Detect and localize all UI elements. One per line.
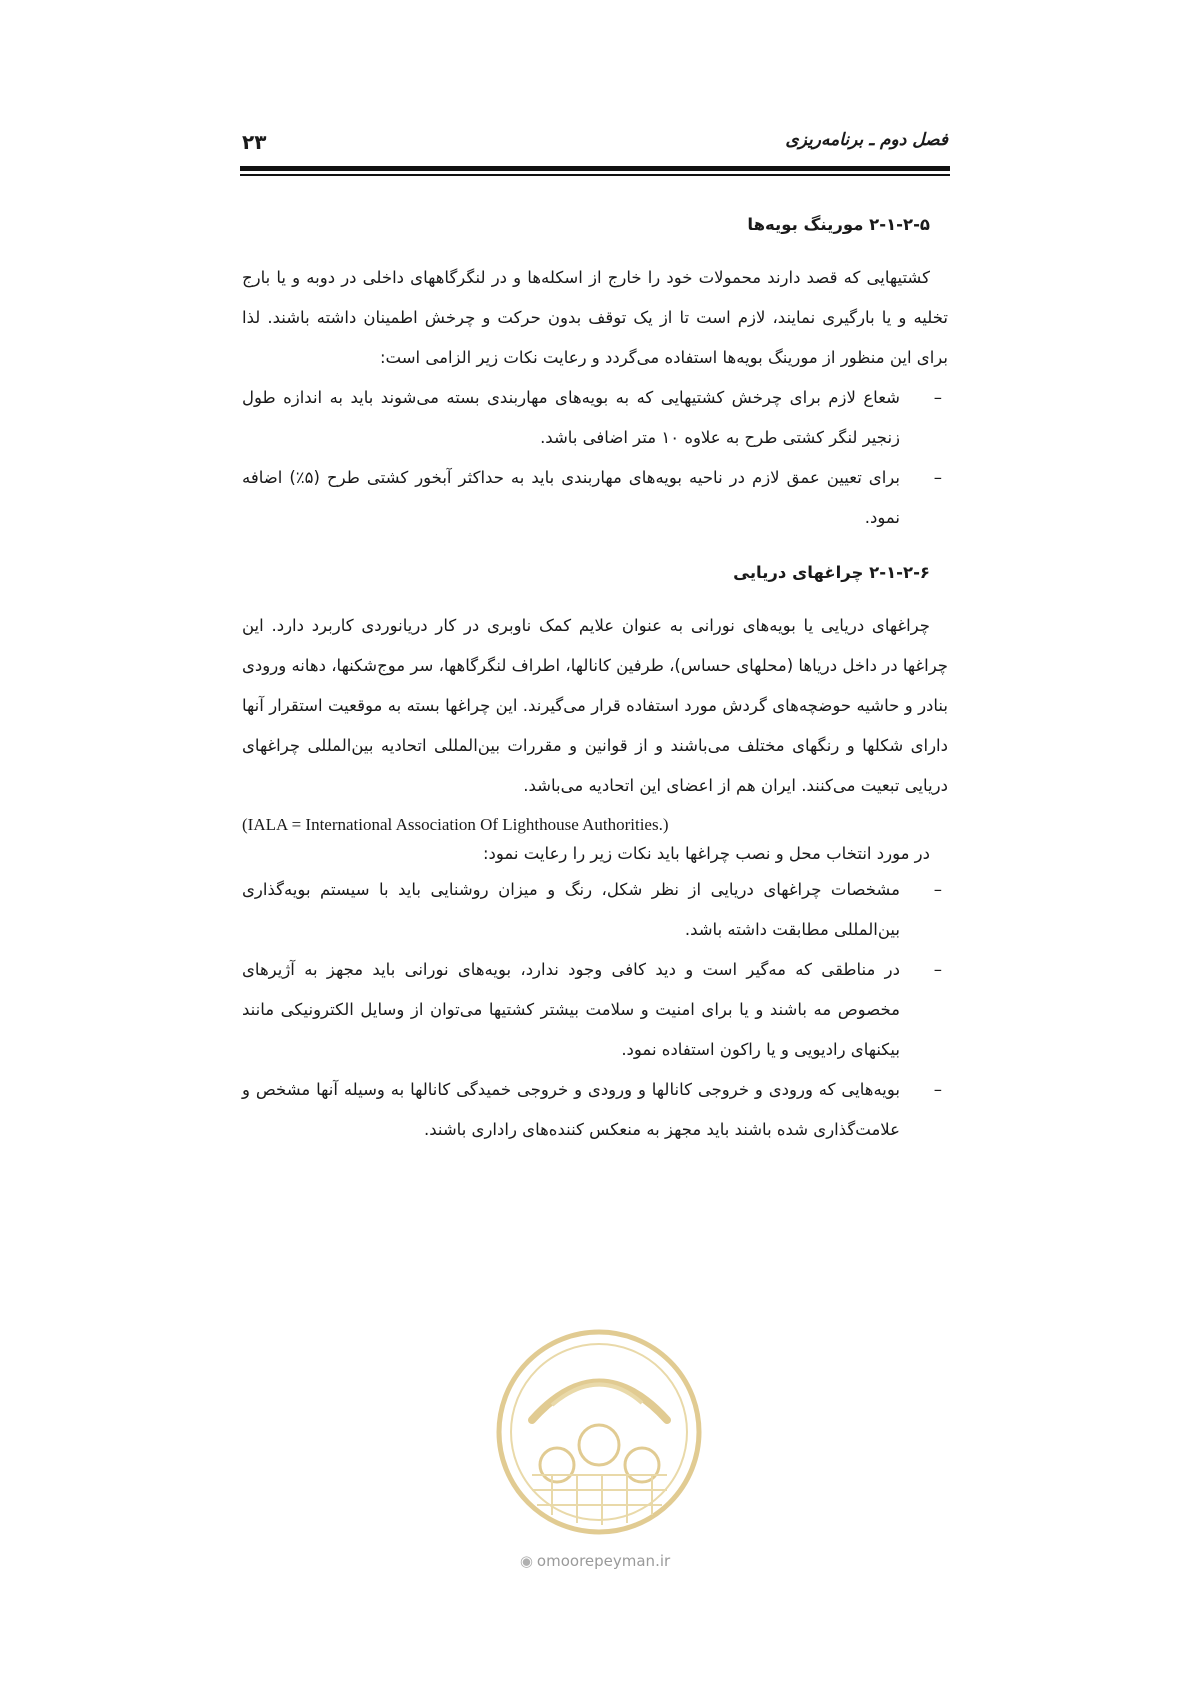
list-item-text: مشخصات چراغهای دریایی از نظر شکل، رنگ و میزان روشنایی باید با سیستم بویه‌گذاری بین‌المللی مطابقت داشته باشد. [242,880,900,939]
page-header [242,126,948,162]
watermark [0,1552,1190,1570]
page-content [242,212,948,1150]
list-item-text: در مناطقی که مه‌گیر است و دید کافی وجود ندارد، بویه‌های نورانی باید مجهز به آژیرهای مخصوص مه باشند و یا برای امنیت و سلامت بیشتر کشتیها می‌توان از وسایل الکترونیکی مانند بیکنهای رادیویی و یا راکون استفاده نمود. [242,960,900,1059]
list-item [242,1070,948,1150]
header-rule-thin [240,174,950,176]
list-item [242,378,948,458]
header-rule-thick [240,166,950,171]
paragraph-lights-intro: در مورد انتخاب محل و نصب چراغها باید نکات زیر را رعایت نمود: [482,844,930,863]
circle-logo-icon: ◉ [519,1552,533,1570]
paragraph-lights: چراغهای دریایی یا بویه‌های نورانی به عنوان علایم کمک ناوبری در کار دریانوردی کاربرد دارد. این چراغها در داخل دریاها (محلهای حساس)، طرفین کانالها، اطراف لنگرگاهها، سر موج‌شکنها، دهانه ورودی بنادر و حاشیه حوضچه‌های گردش مورد استفاده قرار می‌گیرند. این چراغها بسته به موقعیت استقرار آنها دارای شکلها و رنگهای مختلف می‌باشند و از قوانین و مقررات بین‌المللی اتحادیه بین‌المللی چراغهای دریایی تبعیت می‌کنند. ایران هم از اعضای این اتحادیه می‌باشد. [242,616,948,795]
dash-bullet-icon: – [933,960,942,979]
list-item [242,458,948,538]
iala-note: (IALA = International Association Of Lighthouse Authorities.) [242,815,669,834]
list-item-text: بویه‌هایی که ورودی و خروجی کانالها و ورودی و خروجی خمیدگی کانالها به وسیله آنها مشخص و علامت‌گذاری شده باشند باید مجهز به منعکس کننده‌های راداری باشند. [242,1080,900,1139]
section-heading-lights: ۲-۱-۲-۶ چراغهای دریایی [733,563,930,582]
list-item [242,870,948,950]
bullet-list-lights [242,870,948,1150]
dash-bullet-icon: – [933,1080,942,1099]
page-number: ۲۳ [242,130,267,154]
bullet-list-mooring [242,378,948,538]
dash-bullet-icon: – [933,388,942,407]
watermark-text: omoorepeyman.ir [536,1552,671,1570]
list-item-text: شعاع لازم برای چرخش کشتیهایی که به بویه‌های مهاربندی بسته می‌شوند باید به اندازه طول زنجیر لنگر کشتی طرح به علاوه ۱۰ متر اضافی باشد. [242,388,900,447]
chapter-title: فصل دوم ـ برنامه‌ریزی [785,130,948,150]
paragraph-mooring: کشتیهایی که قصد دارند محمولات خود را خارج از اسکله‌ها و در لنگرگاههای داخلی در دوبه و یا بارج تخلیه و یا بارگیری نمایند، لازم است تا از یک توقف بدون حرکت و چرخش اطمینان داشته باشند. لذا برای این منظور از مورینگ بویه‌ها استفاده می‌گردد و رعایت نکات زیر الزامی است: [242,268,948,367]
dash-bullet-icon: – [933,880,942,899]
list-item-text: برای تعیین عمق لازم در ناحیه بویه‌های مهاربندی باید به حداکثر آبخور کشتی طرح (۵٪) اضافه نمود. [242,468,900,527]
dash-bullet-icon: – [933,468,942,487]
list-item [242,950,948,1070]
publisher-stamp-icon [492,1325,707,1540]
section-heading-mooring: ۲-۱-۲-۵ مورینگ بویه‌ها [747,215,930,234]
